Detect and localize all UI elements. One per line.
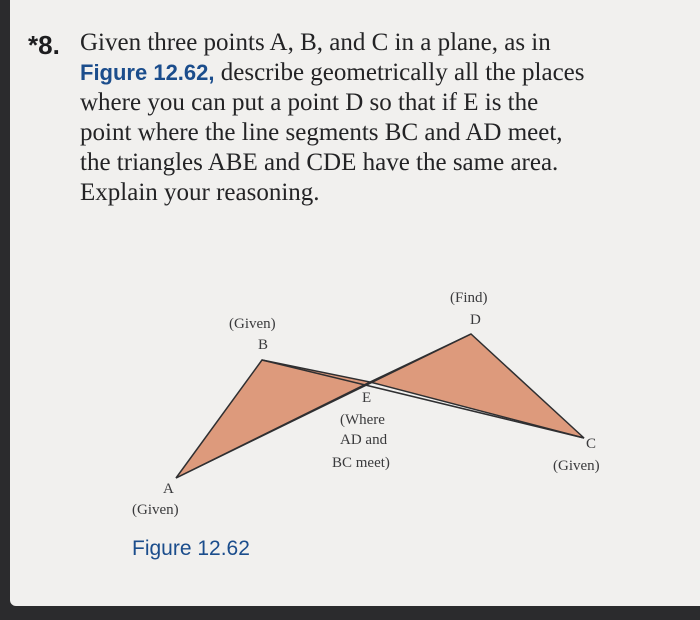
- label-c: C: [586, 436, 597, 452]
- label-e-note-2: AD and: [340, 432, 388, 448]
- figure-reference: Figure 12.62,: [80, 60, 215, 85]
- problem-line-6: Explain your reasoning.: [80, 179, 320, 206]
- star-marker: *: [28, 30, 39, 60]
- label-e-note-3: BC meet): [332, 455, 390, 471]
- label-b-note: (Given): [229, 316, 276, 332]
- figure-caption: Figure 12.62: [132, 537, 250, 560]
- problem-number-label: 8.: [38, 30, 60, 60]
- label-c-note: (Given): [553, 458, 600, 474]
- label-b: B: [258, 337, 269, 353]
- label-e-note-1: (Where: [340, 412, 385, 428]
- label-d: D: [470, 312, 481, 328]
- problem-line-5: the triangles ABE and CDE have the same area.: [80, 149, 559, 176]
- label-a-note: (Given): [132, 502, 179, 518]
- triangle-cde: [370, 334, 584, 438]
- label-a: A: [163, 481, 174, 497]
- problem-line-3: where you can put a point D so that if E is the: [80, 89, 539, 116]
- problem-line-2-text: describe geometrically all the places: [220, 59, 585, 86]
- problem-line-1: Given three points A, B, and C in a plane, as in: [80, 29, 551, 56]
- problem-line-4: point where the line segments BC and AD meet,: [80, 119, 563, 146]
- label-e: E: [362, 390, 372, 406]
- label-d-note: (Find): [450, 290, 488, 306]
- segment-ad: [176, 334, 471, 478]
